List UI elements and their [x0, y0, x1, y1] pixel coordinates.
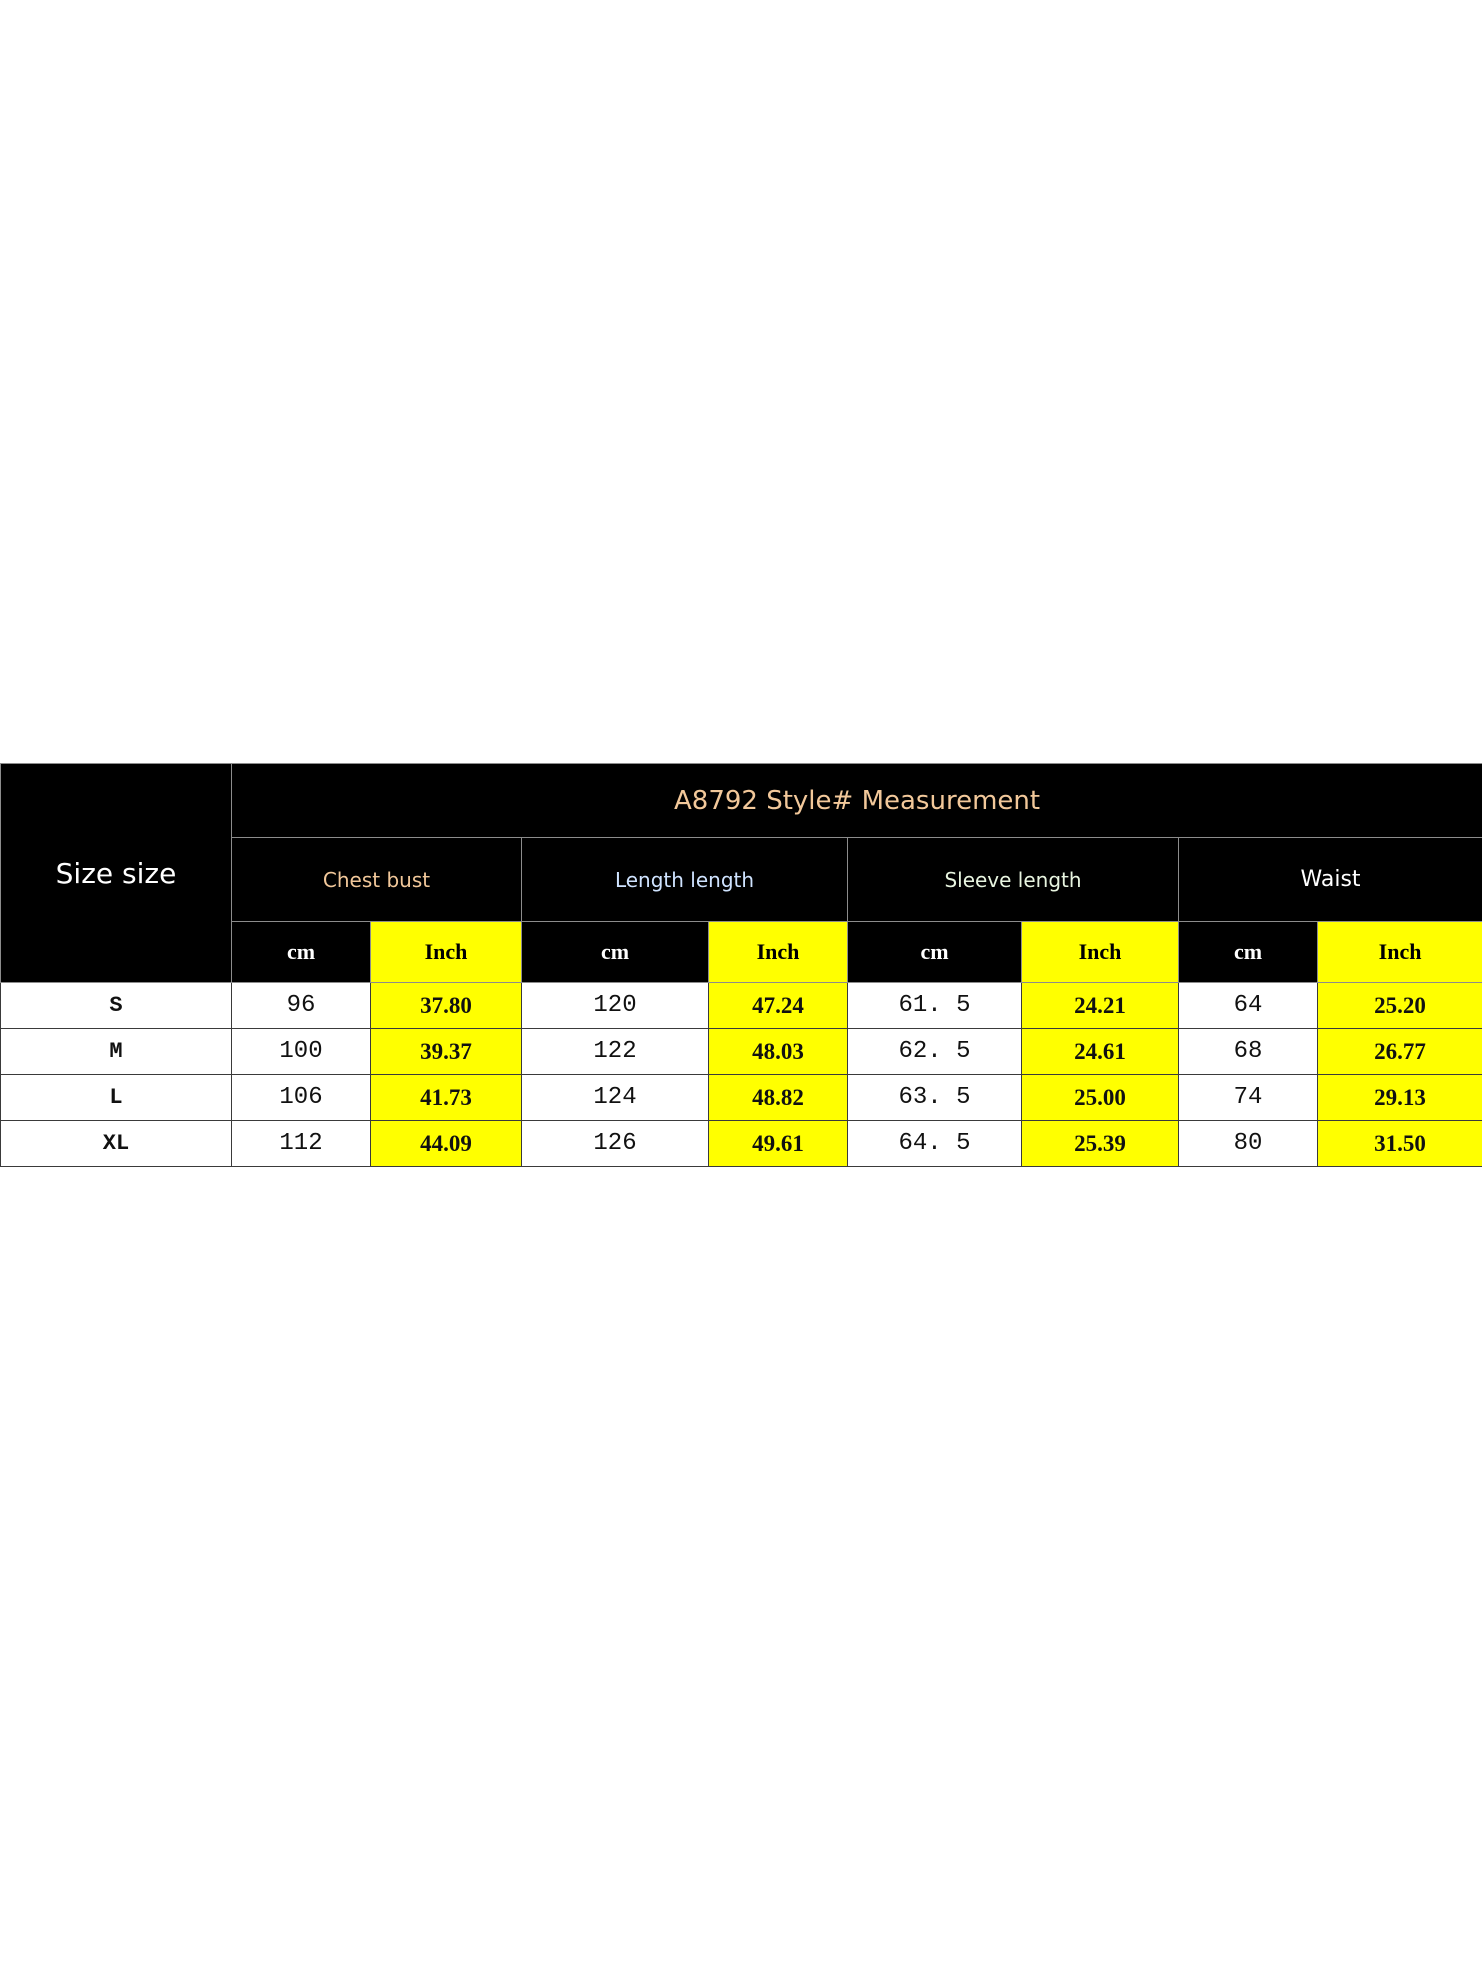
- waist-cm-cell: 80: [1179, 1121, 1318, 1167]
- chest-cm-cell: 96: [232, 983, 371, 1029]
- waist-inch-cell: 25.20: [1318, 983, 1482, 1029]
- length-inch-cell: 48.82: [709, 1075, 848, 1121]
- chest-cm-cell: 112: [232, 1121, 371, 1167]
- group-header-waist: Waist: [1179, 838, 1482, 922]
- unit-header-inch: Inch: [1318, 922, 1482, 983]
- length-cm-cell: 120: [522, 983, 709, 1029]
- chest-cm-cell: 106: [232, 1075, 371, 1121]
- unit-header-inch: Inch: [1022, 922, 1179, 983]
- unit-header-inch: Inch: [371, 922, 522, 983]
- waist-inch-cell: 29.13: [1318, 1075, 1482, 1121]
- waist-cm-cell: 68: [1179, 1029, 1318, 1075]
- sleeve-cm-cell: 64. 5: [848, 1121, 1022, 1167]
- chest-inch-cell: 37.80: [371, 983, 522, 1029]
- chest-inch-cell: 44.09: [371, 1121, 522, 1167]
- length-cm-cell: 124: [522, 1075, 709, 1121]
- length-inch-cell: 49.61: [709, 1121, 848, 1167]
- unit-header-cm: cm: [232, 922, 371, 983]
- size-chart: [0, 763, 1482, 1167]
- table-row: [1, 1121, 1482, 1167]
- length-cm-cell: 126: [522, 1121, 709, 1167]
- chest-cm-cell: 100: [232, 1029, 371, 1075]
- size-label: M: [1, 1029, 232, 1075]
- table-title: A8792 Style# Measurement: [232, 764, 1482, 838]
- group-header-sleeve-length: Sleeve length: [848, 838, 1179, 922]
- waist-inch-cell: 31.50: [1318, 1121, 1482, 1167]
- sleeve-inch-cell: 24.21: [1022, 983, 1179, 1029]
- size-label: S: [1, 983, 232, 1029]
- length-cm-cell: 122: [522, 1029, 709, 1075]
- group-header-chest-bust: Chest bust: [232, 838, 522, 922]
- size-label: L: [1, 1075, 232, 1121]
- table-row: [1, 983, 1482, 1029]
- unit-header-inch: Inch: [709, 922, 848, 983]
- unit-header-cm: cm: [1179, 922, 1318, 983]
- sleeve-inch-cell: 25.39: [1022, 1121, 1179, 1167]
- waist-cm-cell: 64: [1179, 983, 1318, 1029]
- size-column-header: Size size: [1, 764, 232, 983]
- length-inch-cell: 48.03: [709, 1029, 848, 1075]
- sleeve-cm-cell: 62. 5: [848, 1029, 1022, 1075]
- sleeve-inch-cell: 25.00: [1022, 1075, 1179, 1121]
- table-row: [1, 1075, 1482, 1121]
- group-header-length: Length length: [522, 838, 848, 922]
- size-table: [0, 763, 1482, 1167]
- table-row: [1, 1029, 1482, 1075]
- chest-inch-cell: 39.37: [371, 1029, 522, 1075]
- sleeve-inch-cell: 24.61: [1022, 1029, 1179, 1075]
- sleeve-cm-cell: 61. 5: [848, 983, 1022, 1029]
- waist-cm-cell: 74: [1179, 1075, 1318, 1121]
- unit-header-cm: cm: [848, 922, 1022, 983]
- sleeve-cm-cell: 63. 5: [848, 1075, 1022, 1121]
- length-inch-cell: 47.24: [709, 983, 848, 1029]
- chest-inch-cell: 41.73: [371, 1075, 522, 1121]
- unit-header-cm: cm: [522, 922, 709, 983]
- waist-inch-cell: 26.77: [1318, 1029, 1482, 1075]
- size-label: XL: [1, 1121, 232, 1167]
